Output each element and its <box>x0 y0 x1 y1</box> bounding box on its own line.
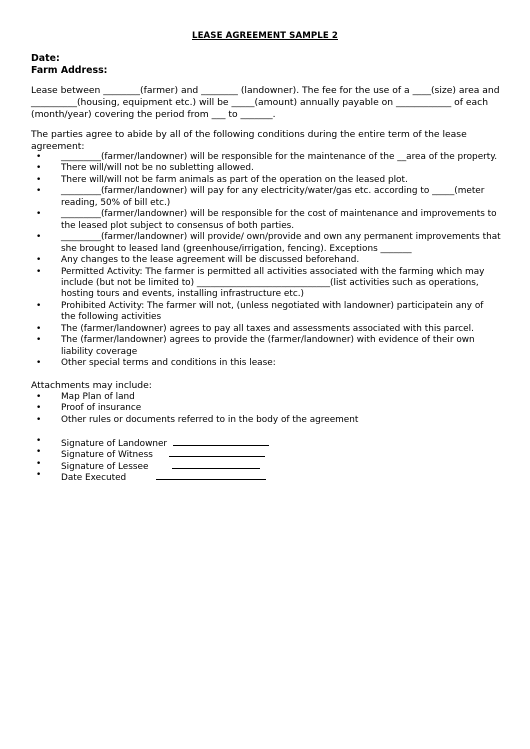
condition-item <box>31 358 503 369</box>
attachment-text: Map Plan of land <box>61 392 135 402</box>
condition-item <box>31 301 503 324</box>
condition-text: Any changes to the lease agreement will be discussed beforehand. <box>61 255 360 266</box>
attachments-label: Attachments may include: <box>31 380 152 391</box>
condition-text: There will/will not be farm animals as part of the operation on the leased plot. <box>61 174 408 185</box>
bullet-icon: • <box>36 232 42 243</box>
condition-text: she brought to leased land (greenhouse/irrigation, fencing). Exceptions _______ <box>61 243 412 254</box>
bullet-icon: • <box>36 335 42 346</box>
intro-paragraph <box>31 85 503 122</box>
document-title: LEASE AGREEMENT SAMPLE 2 <box>192 31 338 41</box>
bullet-icon: • <box>36 323 42 334</box>
signature-blank-line <box>156 470 266 480</box>
bullet-icon: • <box>36 458 42 469</box>
signature-blank-line <box>173 436 269 446</box>
condition-item <box>31 186 503 209</box>
condition-text: include (but not be limited to) ______________________________(list activities such as operations, <box>61 277 479 288</box>
signature-row <box>31 436 269 447</box>
bullet-icon: • <box>36 174 42 185</box>
condition-text: the leased plot subject to consensus of both parties. <box>61 220 295 231</box>
signature-blank-line <box>169 447 265 457</box>
condition-item <box>31 255 503 266</box>
condition-text: The (farmer/landowner) agrees to pay all taxes and assessments associated with this parcel. <box>61 323 474 334</box>
bullet-icon: • <box>36 266 42 277</box>
signature-label: Signature of Landowner <box>61 439 168 449</box>
condition-text: hosting tours and events, installing infrastructure etc.) <box>61 289 305 300</box>
attachment-item <box>31 415 503 426</box>
condition-item <box>31 163 503 174</box>
condition-text: _________(farmer/landowner) will provide/ own/provide and own any permanent improvements that <box>61 232 501 243</box>
condition-text: liability coverage <box>61 346 138 357</box>
bullet-icon: • <box>36 163 42 174</box>
condition-item <box>31 335 503 358</box>
bullet-icon: • <box>36 255 42 266</box>
bullet-icon: • <box>36 436 42 446</box>
bullet-icon: • <box>36 186 42 197</box>
farm-address-label: Farm Address: <box>31 65 108 76</box>
condition-text: Other special terms and conditions in this lease: <box>61 358 276 369</box>
condition-text: The (farmer/landowner) agrees to provide the (farmer/landowner) with evidence of their own <box>61 335 475 346</box>
condition-item <box>31 175 503 186</box>
bullet-icon: • <box>36 392 42 402</box>
condition-text: Prohibited Activity: The farmer will not, (unless negotiated with landowner) participatein any of <box>61 300 484 311</box>
conditions-list <box>31 152 503 370</box>
signature-row <box>31 470 269 484</box>
attachment-text: Proof of insurance <box>61 403 142 414</box>
intro-line: __________(housing, equipment etc.) will be _____(amount) annually payable on ____________ of each <box>31 97 489 109</box>
bullet-icon: • <box>36 470 42 481</box>
condition-item <box>31 267 503 301</box>
condition-text: _________(farmer/landowner) will be responsible for the cost of maintenance and improvements to <box>61 209 497 220</box>
condition-text: Permitted Activity: The farmer is permitted all activities associated with the farming which may <box>61 266 485 277</box>
condition-text: _________(farmer/landowner) will be responsible for the maintenance of the __area of the property. <box>61 152 498 162</box>
intro-line: Lease between ________(farmer) and ________ (landowner). The fee for the use of a ____(size) area and <box>31 85 500 96</box>
attachment-item <box>31 403 503 414</box>
intro-line: (month/year) covering the period from ___ to _______. <box>31 109 276 121</box>
condition-text: _________(farmer/landowner) will pay for any electricity/water/gas etc. according to _____(meter <box>61 186 485 197</box>
signature-blank-line <box>172 459 260 469</box>
signature-label: Date Executed <box>61 473 127 484</box>
condition-text: There will/will not be no subletting allowed. <box>61 163 254 174</box>
signature-label: Signature of Lessee <box>61 461 149 472</box>
condition-item <box>31 152 503 163</box>
bullet-icon: • <box>36 358 42 369</box>
signature-list <box>31 436 269 482</box>
signature-label: Signature of Witness <box>61 450 153 461</box>
bullet-icon: • <box>36 414 42 425</box>
bullet-icon: • <box>36 209 42 220</box>
attachment-item <box>31 392 503 403</box>
condition-text: the following activities <box>61 312 162 323</box>
signature-row <box>31 447 269 461</box>
condition-item <box>31 232 503 255</box>
parties-paragraph: The parties agree to abide by all of the following conditions during the entire term of the lease agreement: <box>31 129 467 153</box>
attachment-text: Other rules or documents referred to in the body of the agreement <box>61 414 359 425</box>
bullet-icon: • <box>36 447 42 458</box>
signature-row <box>31 459 269 470</box>
bullet-icon: • <box>36 403 42 414</box>
condition-item <box>31 324 503 335</box>
bullet-icon: • <box>36 300 42 311</box>
condition-text: reading, 50% of bill etc.) <box>61 197 171 208</box>
date-label: Date: <box>31 53 60 64</box>
condition-item <box>31 209 503 232</box>
bullet-icon: • <box>36 152 42 162</box>
attachments-list <box>31 392 503 426</box>
